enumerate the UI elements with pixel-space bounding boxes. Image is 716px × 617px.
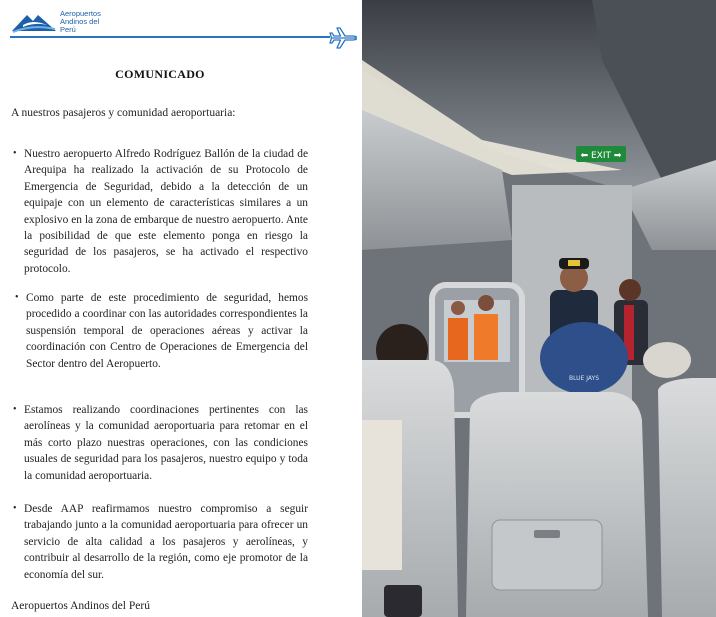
tray-latch bbox=[534, 530, 560, 538]
bullet-icon: • bbox=[13, 148, 17, 159]
ground-crew-head-2 bbox=[478, 295, 494, 311]
paragraph-4 bbox=[13, 501, 308, 583]
aircraft-cabin-photo bbox=[362, 0, 716, 617]
paragraph-4-text: Desde AAP reafirmamos nuestro compromiso a seguir trabajando junto a la comunidad aeroportuaria para ofrecer un servicio de alta calidad a los pasajeros y aerolíneas, y contribuir al desarrollo de la región, como eje promotor de la economía del sur. bbox=[24, 503, 308, 581]
seat-back-right bbox=[658, 378, 716, 617]
flight-attendant-head bbox=[619, 279, 641, 301]
airplane-icon bbox=[328, 26, 358, 50]
officer-cap-badge bbox=[568, 260, 580, 266]
brand-name-line-1: Aeropuertos bbox=[60, 9, 101, 18]
bullet-icon: • bbox=[13, 404, 17, 415]
header-divider bbox=[10, 36, 330, 38]
brand-name-line-3: Perú bbox=[60, 25, 76, 34]
ground-crew-vest-2 bbox=[474, 314, 498, 360]
greeting: A nuestros pasajeros y comunidad aeroportuaria: bbox=[11, 107, 236, 119]
aisle-passenger-left bbox=[362, 420, 402, 570]
paragraph-2 bbox=[15, 290, 308, 372]
cap-text: BLUE JAYS bbox=[568, 375, 600, 382]
passenger-head-right bbox=[643, 342, 691, 378]
paragraph-1-text: Nuestro aeropuerto Alfredo Rodríguez Ballón de la ciudad de Arequipa ha realizado la activación de su Protocolo de Emergencia de Seguridad, debido a la detección de un equipaje con un elemento de características similares a un explosivo en la zona de embarque de nuestro aeropuerto. Ante la posibilidad de que este elemento ponga en riesgo la seguridad de los pasajeros, se ha activado el respectivo protocolo. bbox=[24, 148, 308, 275]
passenger-blue-cap bbox=[540, 322, 628, 394]
bullet-icon: • bbox=[13, 503, 17, 514]
ground-crew-head-1 bbox=[451, 301, 465, 315]
paragraph-3-text: Estamos realizando coordinaciones pertinentes con las aerolíneas y la comunidad aeroportuaria para retomar en el más corto plazo nuestras operaciones, con las condiciones usuales de seguridad para los pasajeros, nuestro equipo y toda la comunidad aeroportuaria. bbox=[24, 404, 308, 482]
ground-crew-vest-1 bbox=[448, 318, 468, 360]
document-title: COMUNICADO bbox=[115, 67, 205, 81]
signature: Aeropuertos Andinos del Perú bbox=[11, 600, 150, 612]
paragraph-1 bbox=[13, 146, 308, 277]
paragraph-2-text: Como parte de este procedimiento de seguridad, hemos procedido a coordinar con las autoridades correspondientes la suspensión temporal de operaciones aéreas y activar la coordinación con Centro de Operaciones de Emergencia del Sector dentro del Aeropuerto. bbox=[26, 292, 308, 370]
exit-sign-text: ⬅ EXIT ➡ bbox=[580, 151, 622, 161]
phone-in-hand bbox=[384, 585, 422, 617]
brand-name bbox=[60, 10, 101, 34]
paragraph-3 bbox=[13, 402, 308, 484]
mountain-logo-icon bbox=[11, 9, 57, 33]
brand-name-line-2: Andinos del bbox=[60, 17, 100, 26]
bullet-icon: • bbox=[15, 292, 19, 303]
